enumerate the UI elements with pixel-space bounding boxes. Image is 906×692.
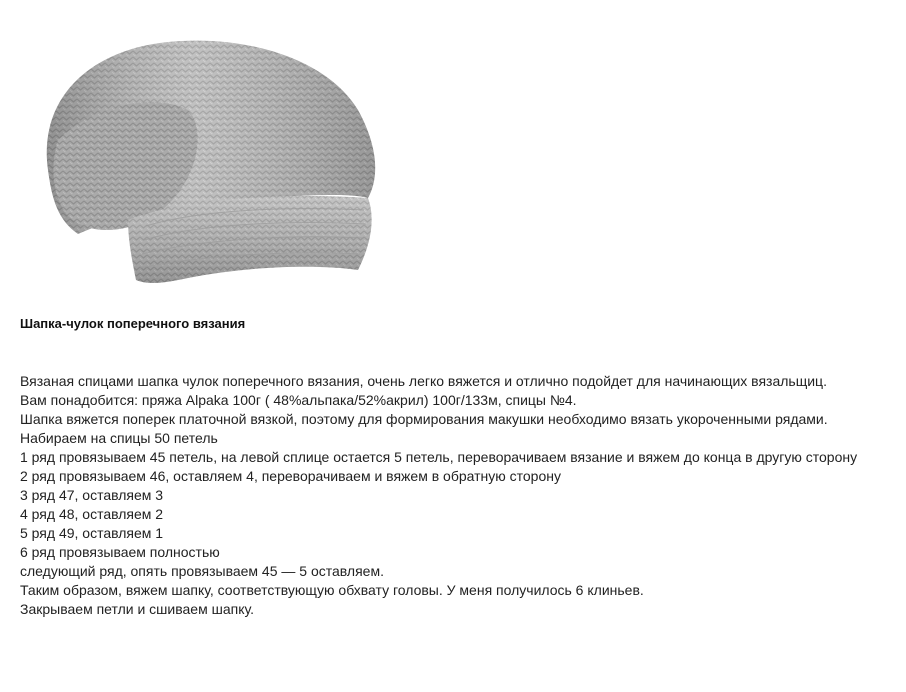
paragraph: Шапка вяжется поперек платочной вязкой, поэтому для формирования макушки необходимо вязать укороченными рядами. [20,411,828,427]
paragraph: 2 ряд провязываем 46, оставляем 4, переворачиваем и вяжем в обратную сторону [20,468,561,484]
paragraph: Таким образом, вяжем шапку, соответствующую обхвату головы. У меня получилось 6 клиньев. [20,582,644,598]
paragraph: Вам понадобится: пряжа Alpaka 100г ( 48%альпака/52%акрил) 100г/133м, спицы №4. [20,392,577,408]
paragraph: 5 ряд 49, оставляем 1 [20,525,164,541]
paragraph: 1 ряд провязываем 45 петель, на левой сплице остается 5 петель, переворачиваем вязание и вяжем до конца в другую сторону [20,449,858,465]
paragraph: 3 ряд 47, оставляем 3 [20,487,164,503]
knitted-hat-image [28,20,398,300]
hat-photo [28,20,398,300]
paragraph: 6 ряд провязываем полностью [20,544,220,560]
paragraph: Закрываем петли и сшиваем шапку. [20,601,254,617]
paragraph: Набираем на спицы 50 петель [20,430,218,446]
paragraph: следующий ряд, опять провязываем 45 — 5 оставляем. [20,563,384,579]
paragraph: 4 ряд 48, оставляем 2 [20,506,164,522]
page-title: Шапка-чулок поперечного вязания [20,316,246,331]
instructions-text [20,372,890,619]
paragraph: Вязаная спицами шапка чулок поперечного вязания, очень легко вяжется и отлично подойдет для начинающих вязальщиц. [20,373,827,389]
